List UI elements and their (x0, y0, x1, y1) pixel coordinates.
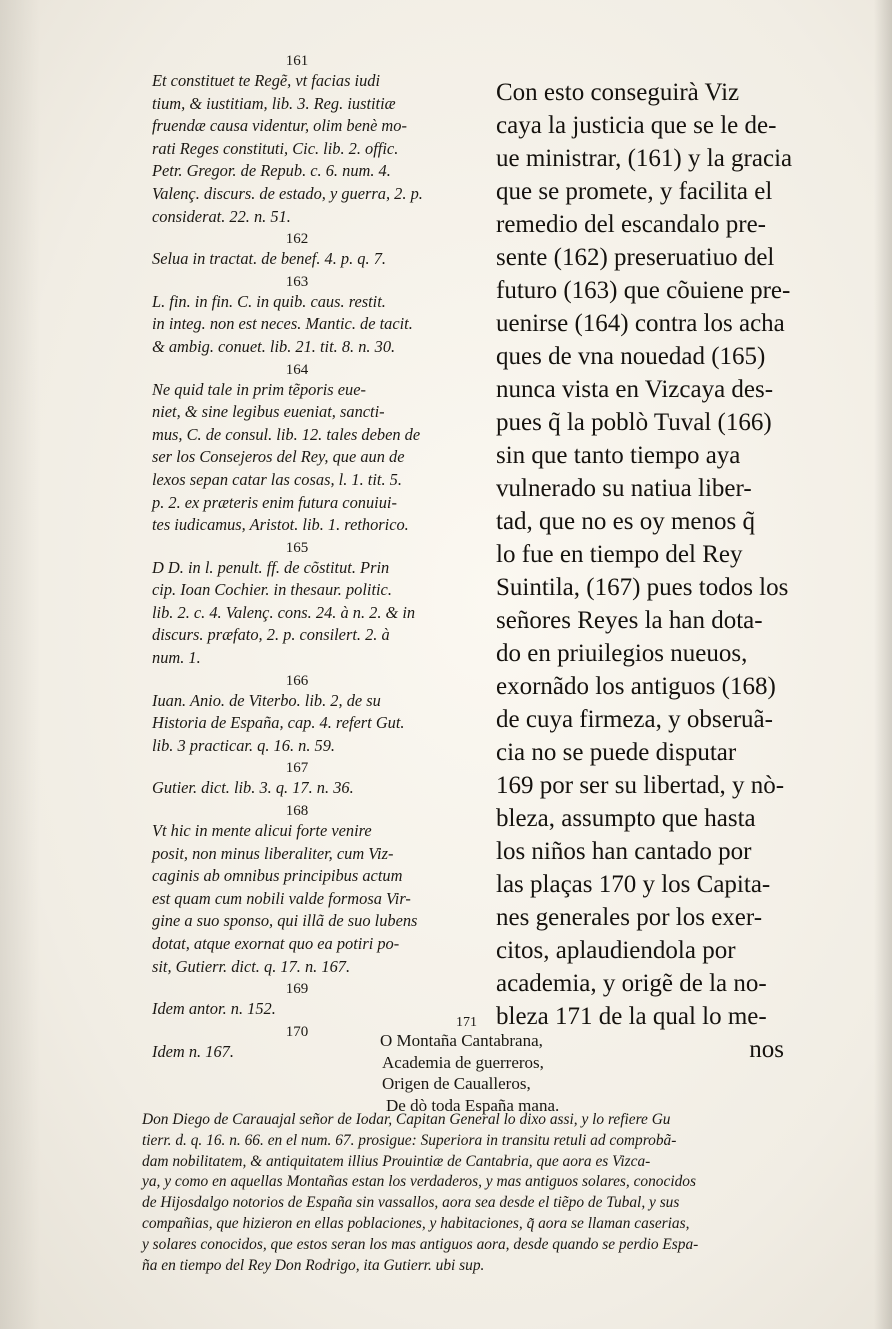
marginal-notes-column (152, 50, 442, 1063)
note-line: considerat. 22. n. 51. (152, 206, 291, 226)
verse-lines (380, 1030, 640, 1116)
note-number: 161 (285, 53, 309, 69)
verse-line: O Montaña Cantabrana, (380, 1031, 543, 1050)
page-edge-shadow (874, 0, 892, 1329)
page-gutter-shadow (0, 0, 40, 1329)
note-line: Petr. Gregor. de Repub. c. 6. num. 4. (152, 161, 391, 181)
main-text-line: citos, aplaudiendola por (496, 937, 736, 964)
verse-note-number: 171 (456, 1015, 477, 1030)
note-line: lib. 3 practicar. q. 16. n. 59. (152, 735, 336, 755)
note-line: sit, Gutierr. dict. q. 17. n. 167. (152, 956, 351, 976)
note-number: 167 (285, 760, 309, 777)
main-text-line: bleza, assumpto que hasta (496, 805, 756, 832)
note-line: ser los Consejeros del Rey, que aun de (152, 447, 405, 467)
main-text-column (496, 76, 796, 1066)
note-number: 165 (285, 539, 309, 556)
note-line: tes iudicamus, Aristot. lib. 1. rethorico. (152, 515, 409, 535)
main-text-line: exornãdo los antiguos (168) (496, 673, 776, 700)
main-text-line: que se promete, y facilita el (496, 178, 773, 205)
verse-line: Academia de guerreros, (382, 1052, 544, 1072)
main-text-line: sente (162) preseruatiuo del (496, 244, 775, 271)
note-line: L. fin. in fin. C. in quib. caus. restit. (152, 291, 386, 311)
footnote-line: ña en tiempo del Rey Don Rodrigo, ita Gutierr. ubi sup. (142, 1256, 485, 1274)
note-line: Et constituet te Regẽ, vt facias iudi (152, 71, 381, 90)
main-text-line: Con esto conseguirà Viz (496, 79, 740, 106)
main-text-line: pues q̃ la poblò Tuval (166) (496, 409, 772, 436)
footnote-block (142, 1110, 802, 1276)
note-number: 164 (285, 361, 309, 378)
note-number: 168 (285, 803, 309, 820)
note-line: cip. Ioan Cochier. in thesaur. politic. (152, 580, 392, 600)
note-line: fruendæ causa videntur, olim benè mo- (152, 116, 407, 136)
main-text-line: sin que tanto tiempo aya (496, 442, 741, 469)
note-number: 166 (285, 672, 309, 689)
main-text-line: lo fue en tiempo del Rey (496, 541, 743, 568)
main-text-line: ques de vna nouedad (165) (496, 343, 766, 370)
note-line: Idem antor. n. 152. (152, 999, 276, 1019)
note-line: mus, C. de consul. lib. 12. tales deben de (152, 424, 421, 444)
note-line: posit, non minus liberaliter, cum Viz- (152, 843, 394, 863)
note-number: 163 (285, 273, 309, 290)
main-text-line: nes generales por los exer- (496, 904, 763, 931)
main-text-line: academia, y origẽ de la no- (496, 970, 767, 997)
main-text-line: tad, que no es oy menos q̃ (496, 508, 755, 535)
note-line: caginis ab omnibus principibus actum (152, 866, 403, 886)
note-number: 170 (285, 1023, 309, 1040)
main-text-line: nos (749, 1036, 784, 1063)
verse-line: Origen de Caualleros, (382, 1074, 531, 1093)
note-line: gine a suo sponso, qui illã de suo lubens (152, 911, 418, 931)
note-line: rati Reges constituti, Cic. lib. 2. offic. (152, 138, 399, 158)
note-line: tium, & iustitiam, lib. 3. Reg. iustitiæ (152, 93, 396, 113)
main-text-line: futuro (163) que cõuiene pre- (496, 277, 791, 304)
footnote-line: y solares conocidos, que estos seran los mas antiguos aora, desde quando se perdio Espa- (142, 1235, 699, 1253)
main-text-line: las plaças 170 y los Capita- (496, 871, 771, 898)
main-text-line: señores Reyes la han dota- (496, 607, 763, 634)
note-line: est quam cum nobili valde formosa Vir- (152, 888, 411, 908)
note-number: 162 (285, 231, 309, 248)
main-text-line: do en priuilegios nueuos, (496, 640, 748, 667)
main-text-line: nunca vista en Vizcaya des- (496, 376, 774, 403)
main-text-line: cia no se puede disputar (496, 739, 737, 766)
footnote-line: tierr. d. q. 16. n. 66. en el num. 67. prosigue: Superiora in transitu retuli ad comprobã- (142, 1131, 677, 1149)
note-line: lib. 2. c. 4. Valenç. cons. 24. à n. 2. & in (152, 602, 416, 622)
note-line: Iuan. Anio. de Viterbo. lib. 2, de su (152, 690, 381, 710)
verse-line: De dò toda España mana. (386, 1095, 560, 1115)
note-line: D D. in l. penult. ff. de cõstitut. Prin (152, 557, 390, 577)
note-line: Selua in tractat. de benef. 4. p. q. 7. (152, 249, 386, 269)
main-text-line: 169 por ser su libertad, y nò- (496, 772, 785, 799)
footnote-line: de Hijosdalgo notorios de España sin vassallos, aora sea desde el tiẽpo de Tubal, y sus (142, 1194, 680, 1212)
verse-block (380, 1016, 640, 1116)
note-line: Valenç. discurs. de estado, y guerra, 2. p. (152, 183, 423, 203)
main-text-line: Suintila, (167) pues todos los (496, 574, 789, 601)
note-number: 169 (285, 981, 309, 998)
main-text-line: los niños han cantado por (496, 838, 752, 865)
note-line: lexos sepan catar las cosas, l. 1. tit. 5. (152, 469, 402, 489)
footnote-line: compañias, que hizieron en ellas poblaciones, y habitaciones, q̃ aora se llaman caserias, (142, 1214, 690, 1232)
note-line: dotat, atque exornat quo ea potiri po- (152, 934, 400, 953)
main-text-line: remedio del escandalo pre- (496, 211, 767, 238)
main-text-line: de cuya firmeza, y obseruã- (496, 706, 773, 733)
note-line: Vt hic in mente alicui forte venire (152, 821, 372, 841)
note-line: & ambig. conuet. lib. 21. tit. 8. n. 30. (152, 336, 396, 356)
note-line: Historia de España, cap. 4. refert Gut. (152, 713, 405, 733)
note-line: Ne quid tale in prim tẽporis eue- (152, 379, 366, 399)
main-text-line: bleza 171 de la qual lo me- (496, 1003, 767, 1030)
footnote-line: Don Diego de Carauajal señor de Iodar, Capitan General lo dixo assi, y lo refiere Gu (142, 1111, 671, 1128)
footnote-line: ya, y como en aquellas Montañas estan los verdaderos, y mas antiguos solares, conocidos (142, 1173, 696, 1191)
note-line: niet, & sine legibus eueniat, sancti- (152, 402, 385, 422)
note-line: p. 2. ex præteris enim futura conuiui- (152, 492, 397, 512)
note-line: Idem n. 167. (152, 1041, 234, 1061)
note-line: num. 1. (152, 648, 201, 668)
main-text-line: caya la justicia que se le de- (496, 112, 777, 139)
main-text-line: vulnerado su natiua liber- (496, 475, 752, 502)
note-line: Gutier. dict. lib. 3. q. 17. n. 36. (152, 778, 354, 798)
footnote-line: dam nobilitatem, & antiquitatem illius Prouintiæ de Cantabria, que aora es Vizca- (142, 1152, 651, 1170)
note-line: in integ. non est neces. Mantic. de tacit. (152, 314, 413, 334)
main-text-line: ue ministrar, (161) y la gracia (496, 145, 793, 172)
main-text-line: uenirse (164) contra los acha (496, 310, 785, 337)
note-line: discurs. præfato, 2. p. consilert. 2. à (152, 625, 390, 645)
